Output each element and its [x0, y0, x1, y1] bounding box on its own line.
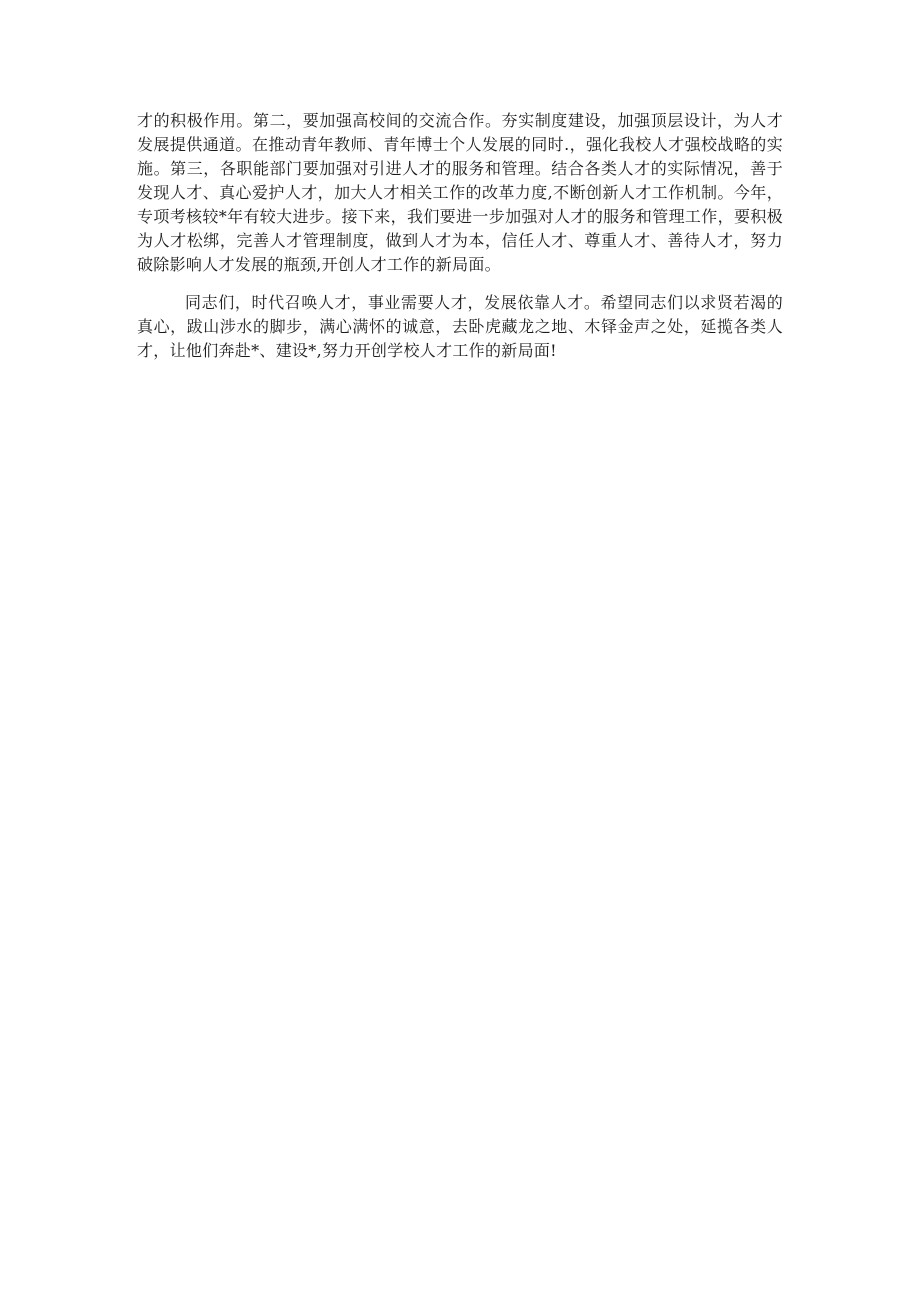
document-body: [137, 109, 783, 363]
paragraph-closing: 同志们，时代召唤人才，事业需要人才，发展依靠人才。希望同志们以求贤若渴的真心，跋山涉水的脚步，满心满怀的诚意，去卧虎藏龙之地、木铎金声之处，延揽各类人才，让他们奔赴*、建设*,努力开创学校人才工作的新局面!: [137, 293, 783, 360]
paragraph-continued: 才的积极作用。第二，要加强高校间的交流合作。夯实制度建设，加强顶层设计，为人才发展提供通道。在推动青年教师、青年博士个人发展的同时.，强化我校人才强校战略的实施。第三，各职能部门要加强对引进人才的服务和管理。结合各类人才的实际情况，善于发现人才、真心爱护人才，加大人才相关工作的改革力度,不断创新人才工作机制。今年，专项考核较*年有较大进步。接下来，我们要进一步加强对人才的服务和管理工作，要积极为人才松绑，完善人才管理制度，做到人才为本，信任人才、尊重人才、善待人才，努力破除影响人才发展的瓶颈,开创人才工作的新局面。: [137, 111, 783, 274]
